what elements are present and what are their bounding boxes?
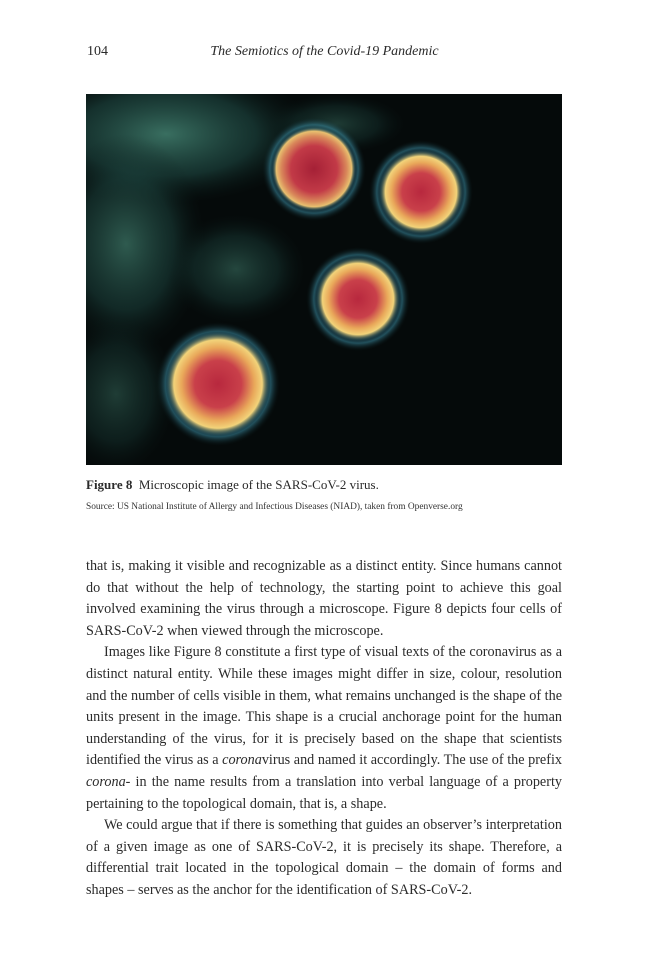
figure-caption-text: Microscopic image of the SARS-CoV-2 virus. — [138, 477, 379, 492]
paragraph-2-emphasis-prefix: corona- — [86, 773, 131, 790]
paragraph-2-part-c: in the name results from a translation into verbal language of a property pertaining to the topological domain, that is, a shape. — [86, 773, 562, 812]
paragraph-3: We could argue that if there is something that guides an observer’s interpretation of a given image as one of SARS-CoV-2, it is precisely its shape. Therefore, a differential trait located in the topological domain – the domain of forms and shapes – serves as the anchor for the identification of SARS-CoV-2. — [86, 817, 562, 898]
paragraph-2-part-b: virus and named it accordingly. The use of the prefix — [261, 752, 562, 769]
figure-image — [86, 94, 562, 465]
paragraph-1: that is, making it visible and recognizable as a distinct entity. Since humans cannot do that without the help of technology, the starting point to achieve this goal involved examining the virus through a microscope. Figure 8 depicts four cells of SARS-CoV-2 when viewed through the microscope. — [86, 558, 562, 639]
running-title: The Semiotics of the Covid-19 Pandemic — [210, 44, 439, 59]
figure-caption — [86, 477, 562, 493]
coronavirus-micrograph-icon — [86, 94, 562, 465]
figure-label: Figure 8 — [86, 477, 133, 492]
figure-source: Source: US National Institute of Allergy and Infectious Diseases (NIAD), taken from Openverse.org — [86, 502, 463, 512]
page-header — [87, 44, 562, 64]
paragraph-2-part-a: Images like Figure 8 constitute a first type of visual texts of the coronavirus as a distinct natural entity. While these images might differ in size, colour, resolution and the number of cells visible in them, what remains unchanged is the shape of the units present in the image. This shape is a crucial anchorage point for the human understanding of the virus, for it is precisely based on the shape that scientists identified the virus as a — [86, 644, 562, 769]
page-number: 104 — [87, 44, 108, 59]
body-text — [86, 556, 562, 902]
paragraph-2 — [86, 642, 562, 815]
paragraph-2-emphasis-corona: corona — [222, 752, 262, 769]
